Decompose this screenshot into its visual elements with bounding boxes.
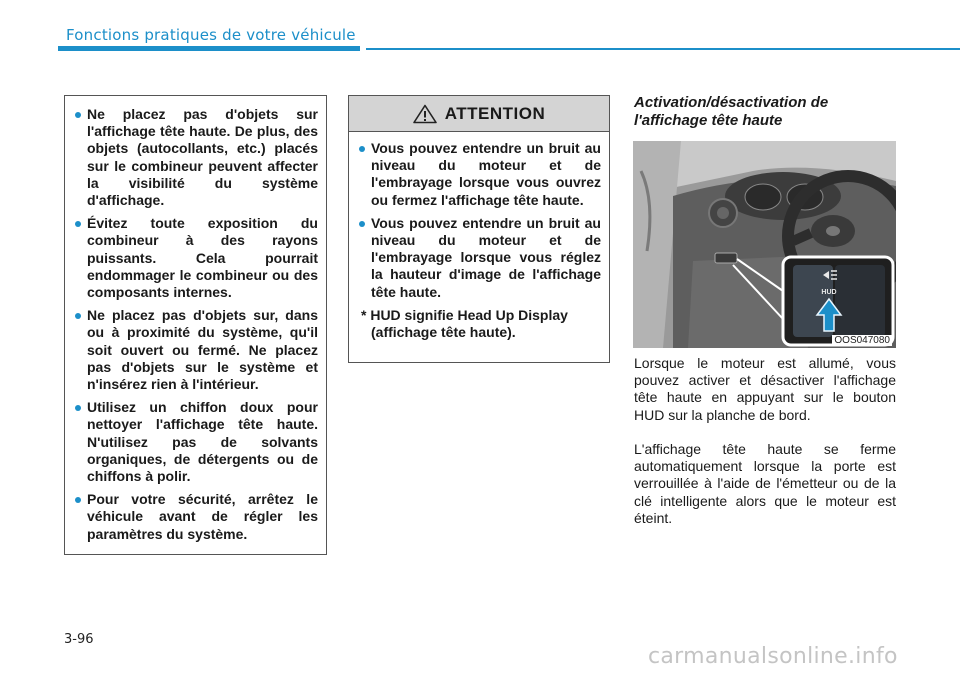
attention-note: * HUD signifie Head Up Display (affichage tête haute). bbox=[361, 306, 568, 341]
attention-item: Vous pouvez entendre un bruit au niveau du moteur et de l'embrayage lorsque vous ouvrez ou fermez l'affichage tête haute. bbox=[371, 140, 601, 208]
attention-title: ATTENTION bbox=[444, 103, 546, 123]
caution-list bbox=[87, 106, 318, 543]
attention-item: Vous pouvez entendre un bruit au niveau du moteur et de l'embrayage lorsque vous réglez la hauteur d'image de l'affichage tête haute. bbox=[371, 214, 601, 300]
dashboard-illustration bbox=[633, 141, 896, 348]
attention-header bbox=[349, 96, 609, 132]
hud-button-photo bbox=[633, 141, 896, 348]
photo-code: OOS047080 bbox=[834, 335, 890, 346]
caution-item: Ne placez pas d'objets sur, dans ou à proximité du système, qu'il soit ouvert ou fermé. Ne placez pas d'objets sur le système et n'insérez rien à l'intérieur. bbox=[87, 307, 318, 393]
body-paragraph: Lorsque le moteur est allumé, vous pouvez activer et désactiver l'affichage tête haute en appuyant sur le bouton HUD sur la planche de bord. bbox=[634, 355, 896, 423]
header-rule-thin bbox=[366, 48, 960, 50]
attention-body bbox=[349, 132, 609, 341]
section-title: Activation/désactivation de l'affichage tête haute bbox=[634, 94, 829, 129]
attention-box bbox=[348, 95, 610, 363]
caution-item: Évitez toute exposition du combineur à des rayons puissants. Cela pourrait endommager le combineur ou des composants internes. bbox=[87, 215, 318, 301]
page-number: 3-96 bbox=[64, 632, 94, 647]
header-rule-thick bbox=[58, 46, 360, 51]
caution-item: Ne placez pas d'objets sur l'affichage tête haute. De plus, des objets (autocollants, etc.) placés sur le combineur peuvent affecter la visibilité du système d'affichage. bbox=[87, 106, 318, 209]
attention-list bbox=[371, 140, 601, 301]
body-paragraph: L'affichage tête haute se ferme automatiquement lorsque la porte est verrouillée à l'aide de l'émetteur ou de la clé intelligente alors que le moteur est éteint. bbox=[634, 441, 896, 526]
warning-triangle-icon bbox=[413, 104, 437, 124]
caution-box bbox=[64, 95, 327, 555]
hud-label: HUD bbox=[821, 289, 837, 296]
caution-item: Utilisez un chiffon doux pour nettoyer l'affichage tête haute. N'utilisez pas de solvants organiques, de détergents ou de chiffons à polir. bbox=[87, 399, 318, 485]
watermark: carmanualsonline.info bbox=[648, 644, 898, 669]
caution-item: Pour votre sécurité, arrêtez le véhicule avant de régler les paramètres du système. bbox=[87, 491, 318, 542]
page-header-title: Fonctions pratiques de votre véhicule bbox=[66, 26, 356, 44]
